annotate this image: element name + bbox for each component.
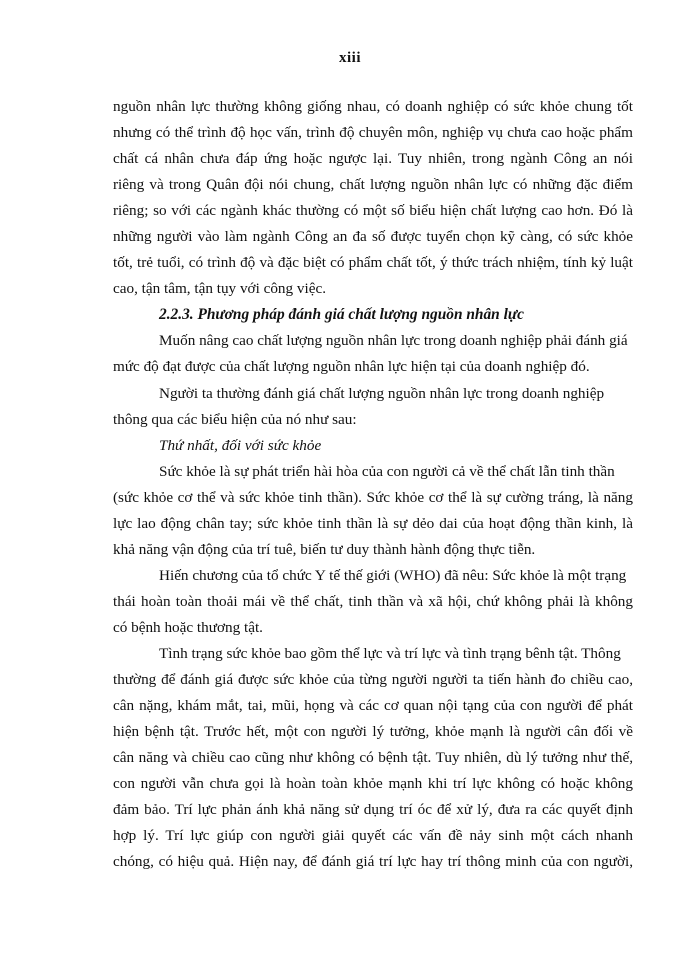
paragraph-line: cao, tận tâm, tận tụy với công việc. (113, 280, 326, 298)
paragraph-line: lực lao động chân tay; sức khỏe tinh thần là sự dẻo dai của hoạt động thần kinh, là (113, 514, 633, 532)
paragraph-line: Muốn nâng cao chất lượng nguồn nhân lực trong doanh nghiệp phải đánh giá (159, 332, 628, 350)
paragraph-line: hợp lý. Trí lực giúp con người giải quyết các vấn đề nảy sinh một cách nhanh (113, 827, 633, 845)
paragraph-line: chóng, có hiệu quả. Hiện nay, để đánh giá trí lực hay trí thông minh của con người, (113, 853, 633, 871)
paragraph-line: có bệnh hoặc thương tật. (113, 618, 263, 636)
paragraph-line: Người ta thường đánh giá chất lượng nguồn nhân lực trong doanh nghiệp (159, 384, 605, 402)
paragraph-line: (sức khỏe cơ thể và sức khỏe tinh thần). Sức khỏe cơ thể là sự cường tráng, là năng (113, 488, 633, 506)
paragraph-line: những người vào làm ngành Công an đa số được tuyển chọn kỹ càng, có sức khỏe (113, 228, 633, 246)
paragraph-line: cân nặng, khám mắt, tai, mũi, họng và các cơ quan nội tạng của con người để phát (113, 697, 633, 715)
paragraph-line: Sức khỏe là sự phát triển hài hòa của con người cả về thể chất lẫn tinh thần (159, 462, 615, 480)
paragraph-line: mức độ đạt được của chất lượng nguồn nhân lực hiện tại của doanh nghiệp đó. (113, 358, 590, 376)
paragraph-line: nhưng có thể trình độ học vấn, trình độ chuyên môn, nghiệp vụ chưa cao hoặc phẩm (113, 124, 633, 142)
paragraph-line: con người vẫn chưa gọi là hoàn toàn khỏe mạnh khi trí lực không có hoặc không (113, 775, 633, 793)
paragraph-line: thông qua các biểu hiện của nó như sau: (113, 410, 357, 428)
section-heading: 2.2.3. Phương pháp đánh giá chất lượng nguồn nhân lực (159, 306, 524, 324)
paragraph-line: thái hoàn toàn thoải mái về thể chất, tinh thần và xã hội, chứ không phải là không (113, 592, 633, 610)
paragraph-line: chất cá nhân chưa đáp ứng hoặc ngược lại. Tuy nhiên, trong ngành Công an nói (113, 150, 633, 168)
page-number: xiii (338, 50, 361, 66)
document-body (113, 94, 633, 875)
paragraph-line: riêng và trong Quân đội nói chung, chất lượng nguồn nhân lực có những đặc điểm (113, 176, 633, 194)
paragraph-line: Tình trạng sức khỏe bao gồm thể lực và trí lực và tình trạng bênh tật. Thông (159, 644, 621, 662)
subheading: Thứ nhất, đối với sức khỏe (159, 436, 322, 454)
paragraph-line: tốt, trẻ tuổi, có trình độ và đặc biệt có phẩm chất tốt, ý thức trách nhiệm, tính kỷ luật (113, 254, 633, 272)
paragraph-line: cân năng và chiều cao cũng như không có bệnh tật. Tuy nhiên, dù lý tưởng như thế, (113, 749, 633, 767)
paragraph-line: Hiến chương của tổ chức Y tế thế giới (WHO) đã nêu: Sức khỏe là một trạng (159, 566, 627, 584)
paragraph-line: nguồn nhân lực thường không giống nhau, có doanh nghiệp có sức khỏe chung tốt (113, 98, 633, 115)
paragraph-line: riêng; so với các ngành khác thường có một số biểu hiện chất lượng cao hơn. Đó là (113, 202, 633, 220)
paragraph-line: hiện bệnh tật. Trước hết, một con người lý tưởng, khỏe mạnh là người cân đối về (113, 723, 633, 741)
paragraph-line: thường để đánh giá được sức khỏe của từng người người ta tiến hành đo chiều cao, (113, 671, 633, 689)
paragraph-line: khả năng vận động của trí tuê, biến tư duy thành hành động thực tiễn. (113, 540, 536, 558)
paragraph-line: đảm bảo. Trí lực phản ánh khả năng sử dụng trí óc để xử lý, đưa ra các quyết định (113, 801, 633, 819)
